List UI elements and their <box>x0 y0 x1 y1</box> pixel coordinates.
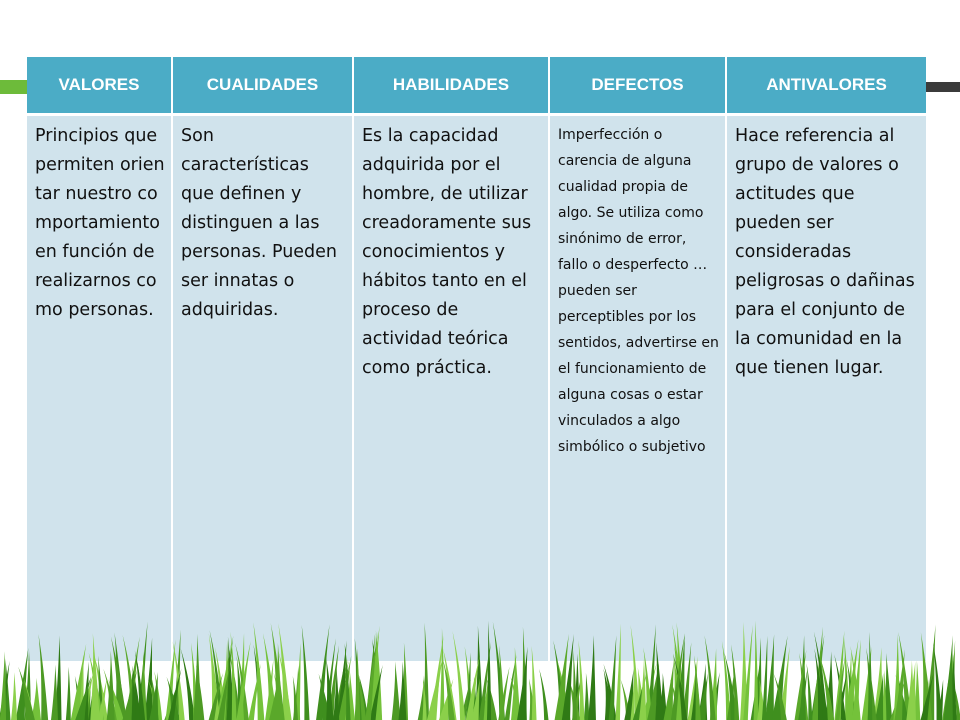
cell-antivalores: Hace referencia al grupo de valores o actitudes que pueden ser consideradas peligrosas o dañinas para el conjunto de la comunidad en la que tienen lugar. <box>726 115 926 662</box>
green-accent-bar <box>0 80 30 94</box>
header-valores: VALORES <box>27 57 172 115</box>
cell-cualidades: Son características que definen y distinguen a las personas. Pueden ser innatas o adquiridas. <box>172 115 353 662</box>
header-antivalores: ANTIVALORES <box>726 57 926 115</box>
header-habilidades: HABILIDADES <box>353 57 549 115</box>
table-header-row <box>27 57 926 115</box>
grass-border-image <box>0 620 960 720</box>
dark-accent-bar <box>926 82 960 92</box>
header-defectos: DEFECTOS <box>549 57 726 115</box>
comparison-table <box>27 57 926 661</box>
cell-defectos: Imperfección o carencia de alguna cualidad propia de algo. Se utiliza como sinónimo de error, fallo o desperfecto … pueden ser perceptibles por los sentidos, advertirse en el funcionamiento de alguna cosas o estar vinculados a algo simbólico o subjetivo <box>549 115 726 662</box>
table-row <box>27 115 926 662</box>
header-cualidades: CUALIDADES <box>172 57 353 115</box>
cell-valores: Principios que permiten orientar nuestro comportamiento en función de realizarnos como personas. <box>27 115 172 662</box>
cell-habilidades: Es la capacidad adquirida por el hombre, de utilizar creadoramente sus conocimientos y hábitos tanto en el proceso de actividad teórica como práctica. <box>353 115 549 662</box>
